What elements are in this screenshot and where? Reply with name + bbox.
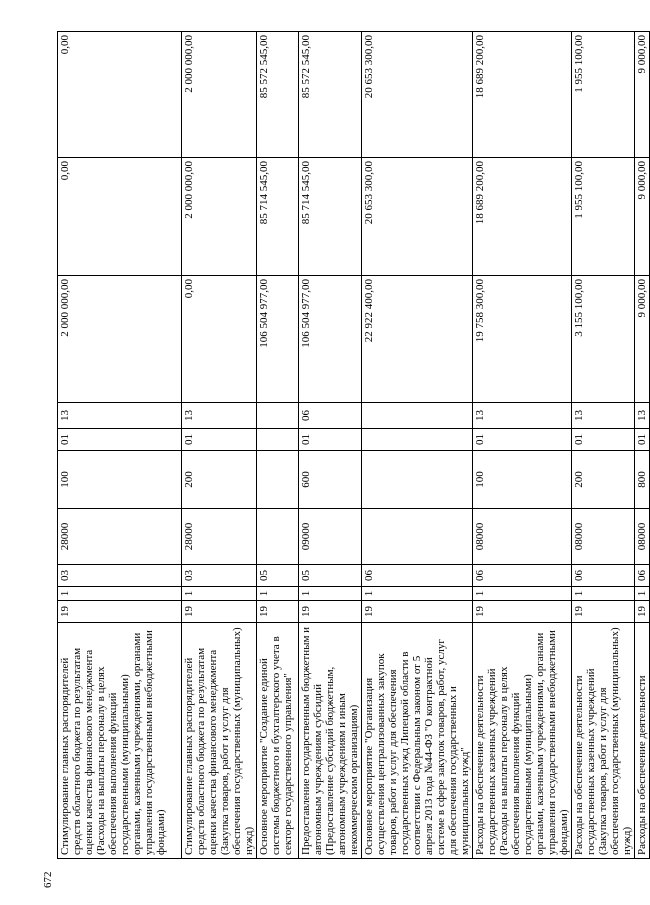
value-year-2: 85 714 545,00 (299, 158, 362, 276)
code-section (257, 429, 299, 451)
row-name: Стимулирование главных распорядителей средств областного бюджета по результатам оценки качества финансового менеджмента (Закупка товаров, работ и услуг для обеспечения государственных (муниципальных) нужд) (182, 623, 257, 859)
code-event: 03 (182, 565, 257, 587)
row-name: Расходы на обеспечение деятельности государственных казенных учреждений (Закупка товаров, работ и услуг для обеспечения государственных (муниципальных) нужд) (572, 623, 635, 859)
code-program: 19 (299, 601, 362, 623)
value-year-1: 9 000,00 (635, 276, 650, 403)
value-year-3: 1 955 100,00 (572, 32, 635, 158)
value-year-1: 106 504 977,00 (299, 276, 362, 403)
code-expense-type: 100 (473, 451, 572, 509)
code-section: 01 (572, 429, 635, 451)
table-row (362, 32, 473, 859)
table-row (635, 32, 650, 859)
code-direction: 28000 (58, 509, 182, 565)
value-year-1: 22 922 400,00 (362, 276, 473, 403)
value-year-1: 19 758 300,00 (473, 276, 572, 403)
value-year-3: 85 572 545,00 (299, 32, 362, 158)
table-row (182, 32, 257, 859)
code-expense-type (257, 451, 299, 509)
table-row (473, 32, 572, 859)
table-row (299, 32, 362, 859)
value-year-2: 18 689 200,00 (473, 158, 572, 276)
row-name: Основное мероприятие "Организация осуществления централизованных закупок товаров, работ и услуг для обеспечения государственных нужд Липецкой области в соответствии с Федеральным законом от 5 апреля 2013 года №44-ФЗ "О контрактной системе в сфере закупок товаров, работ, услуг для обеспечения государственных и муниципальных нужд" (362, 623, 473, 859)
code-event: 06 (362, 565, 473, 587)
budget-table-rotated (57, 32, 648, 859)
code-subsection: 13 (473, 403, 572, 429)
table-row (58, 32, 182, 859)
value-year-1: 0,00 (182, 276, 257, 403)
code-subprogram: 1 (58, 587, 182, 601)
code-event: 06 (473, 565, 572, 587)
code-section: 01 (299, 429, 362, 451)
code-direction (257, 509, 299, 565)
row-name: Основное мероприятие "Создание единой системы бюджетного и бухгалтерского учета в секторе государственного управления" (257, 623, 299, 859)
code-direction (362, 509, 473, 565)
row-name: Предоставление государственным бюджетным и автономным учреждениям субсидий (Предоставление субсидий бюджетным, автономным учреждениям и иным некоммерческим организациям) (299, 623, 362, 859)
value-year-3: 18 689 200,00 (473, 32, 572, 158)
code-section: 01 (58, 429, 182, 451)
value-year-1: 106 504 977,00 (257, 276, 299, 403)
code-program: 19 (362, 601, 473, 623)
code-subprogram: 1 (182, 587, 257, 601)
value-year-2: 0,00 (58, 158, 182, 276)
code-program: 19 (572, 601, 635, 623)
code-subprogram: 1 (362, 587, 473, 601)
row-name: Расходы на обеспечение деятельности (635, 623, 650, 859)
value-year-1: 2 000 000,00 (58, 276, 182, 403)
code-subsection: 06 (299, 403, 362, 429)
code-subprogram: 1 (473, 587, 572, 601)
value-year-3: 20 653 300,00 (362, 32, 473, 158)
code-section: 01 (473, 429, 572, 451)
value-year-1: 3 155 100,00 (572, 276, 635, 403)
page-number (0, 440, 54, 888)
code-section: 01 (182, 429, 257, 451)
code-event: 06 (572, 565, 635, 587)
code-event: 06 (635, 565, 650, 587)
code-subsection: 13 (58, 403, 182, 429)
code-event: 05 (257, 565, 299, 587)
code-subprogram: 1 (572, 587, 635, 601)
code-subsection (257, 403, 299, 429)
value-year-3: 0,00 (58, 32, 182, 158)
value-year-2: 85 714 545,00 (257, 158, 299, 276)
code-expense-type: 600 (299, 451, 362, 509)
code-section (362, 429, 473, 451)
page-number-text: 672 (42, 871, 54, 888)
code-expense-type: 200 (572, 451, 635, 509)
code-expense-type (362, 451, 473, 509)
code-expense-type: 100 (58, 451, 182, 509)
code-program: 19 (257, 601, 299, 623)
value-year-2: 20 653 300,00 (362, 158, 473, 276)
code-program: 19 (473, 601, 572, 623)
value-year-3: 9 000,00 (635, 32, 650, 158)
value-year-2: 2 000 000,00 (182, 158, 257, 276)
row-name: Расходы на обеспечение деятельности государственных казенных учреждений (Расходы на выплаты персоналу в целях обеспечения выполнения функций государственными (муниципальными) органами, казенными учреждениями, органами управления государственными внебюджетными фондами) (473, 623, 572, 859)
budget-table (57, 31, 650, 859)
code-subsection (362, 403, 473, 429)
code-direction: 28000 (182, 509, 257, 565)
code-expense-type: 200 (182, 451, 257, 509)
table-row (572, 32, 635, 859)
code-subsection: 13 (572, 403, 635, 429)
code-program: 19 (58, 601, 182, 623)
code-subsection: 13 (635, 403, 650, 429)
value-year-3: 2 000 000,00 (182, 32, 257, 158)
code-program: 19 (182, 601, 257, 623)
code-subsection: 13 (182, 403, 257, 429)
code-program: 19 (635, 601, 650, 623)
row-name: Стимулирование главных распорядителей средств областного бюджета по результатам оценки качества финансового менеджмента (Расходы на выплаты персоналу в целях обеспечения выполнения функций государственными (муниципальными) органами, казенными учреждениями, органами управления государственными внебюджетными фондами) (58, 623, 182, 859)
code-direction: 08000 (473, 509, 572, 565)
code-section: 01 (635, 429, 650, 451)
code-subprogram: 1 (257, 587, 299, 601)
code-event: 05 (299, 565, 362, 587)
value-year-3: 85 572 545,00 (257, 32, 299, 158)
code-subprogram: 1 (299, 587, 362, 601)
value-year-2: 1 955 100,00 (572, 158, 635, 276)
code-subprogram: 1 (635, 587, 650, 601)
code-expense-type: 800 (635, 451, 650, 509)
code-direction: 08000 (572, 509, 635, 565)
table-row (257, 32, 299, 859)
value-year-2: 9 000,00 (635, 158, 650, 276)
code-direction: 08000 (635, 509, 650, 565)
code-direction: 09000 (299, 509, 362, 565)
code-event: 03 (58, 565, 182, 587)
